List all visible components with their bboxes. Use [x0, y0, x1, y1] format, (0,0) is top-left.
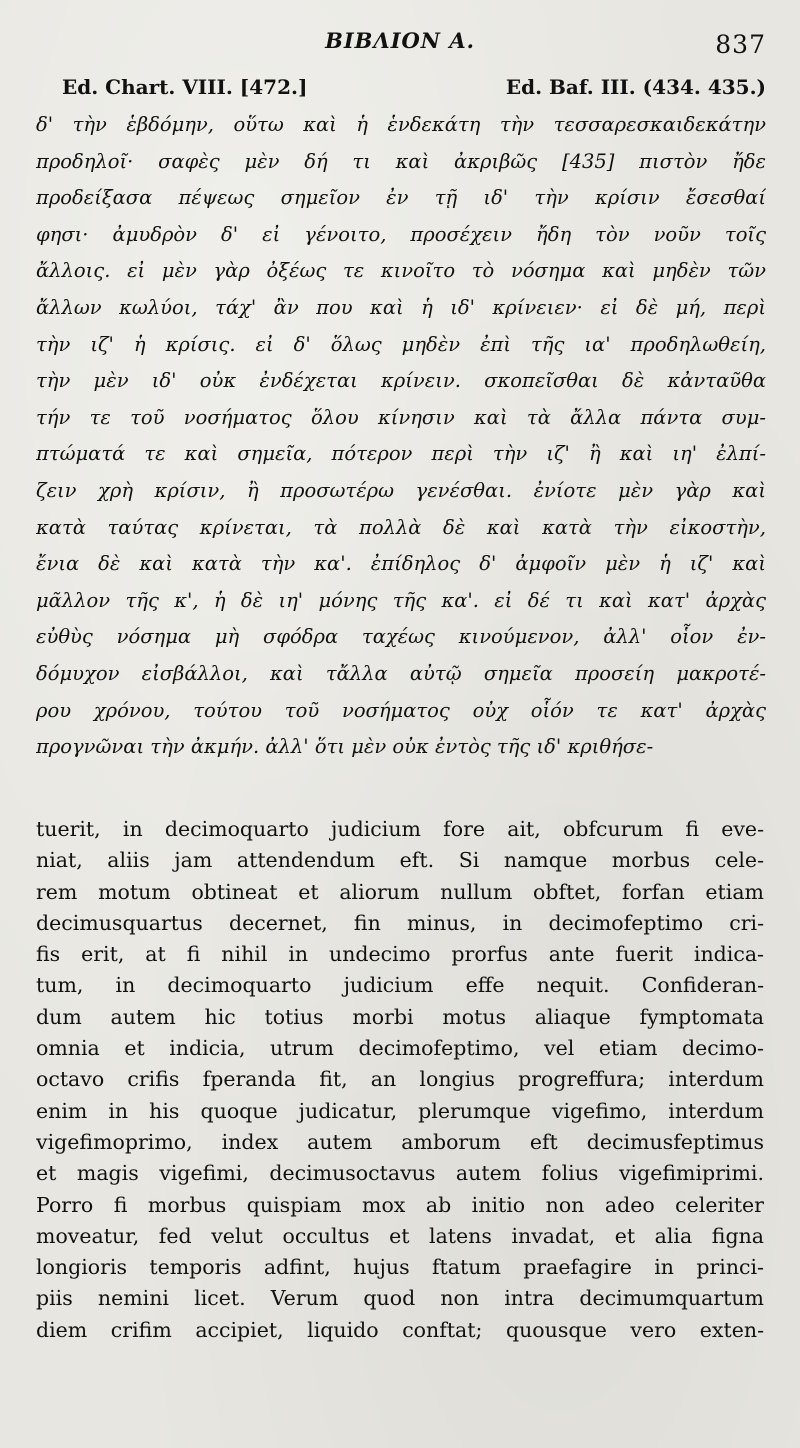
latin-line: piis nemini licet. Verum quod non intra decimumquartum: [36, 1286, 764, 1311]
greek-line: ἄλλων κωλύοι, τάχ' ἂν που καὶ ἡ ιδ' κρίνειεν· εἰ δὲ μή, περὶ: [36, 295, 766, 319]
latin-line: omnia et indicia, utrum decimofeptimo, vel etiam decimo-: [36, 1036, 764, 1061]
running-head: ΒΙΒΛΙΟΝ Α.: [325, 28, 475, 53]
greek-line: ζειν χρὴ κρίσιν, ἢ προσωτέρω γενέσθαι. ἐνίοτε μὲν γὰρ καὶ: [36, 478, 766, 502]
latin-text-block: [36, 814, 764, 1346]
latin-line: fis erit, at fi nihil in undecimo prorfus ante fuerit indica-: [36, 942, 764, 967]
greek-line: δ' τὴν ἑβδόμην, οὕτω καὶ ἡ ἑνδεκάτη τὴν τεσσαρεσκαιδεκάτην: [36, 113, 766, 136]
latin-line: enim in his quoque judicatur, plerumque vigefimo, interdum: [36, 1098, 764, 1123]
latin-line: tum, in decimoquarto judicium effe nequit. Confideran-: [36, 973, 764, 998]
latin-line: Porro fi morbus quispiam mox ab initio non adeo celeriter: [36, 1192, 764, 1217]
greek-line: ἄλλοις. εἰ μὲν γὰρ ὀξέως τε κινοῖτο τὸ νόσημα καὶ μηδὲν τῶν: [36, 259, 766, 283]
greek-line: εὐθὺς νόσημα μὴ σφόδρα ταχέως κινούμενον, ἀλλ' οἷον ἐν-: [36, 625, 766, 649]
greek-line: κατὰ ταύτας κρίνεται, τὰ πολλὰ δὲ καὶ κατὰ τὴν εἰκοστὴν,: [36, 515, 766, 539]
greek-line: δόμυχον εἰσβάλλοι, καὶ τἄλλα αὐτῷ σημεῖα προσείη μακροτέ-: [36, 661, 766, 685]
latin-line: longioris temporis adfint, hujus ftatum praefagire in princi-: [36, 1255, 764, 1280]
latin-line: dum autem hic totius morbi motus aliaque fymptomata: [36, 1004, 764, 1029]
greek-line: τὴν μὲν ιδ' οὐκ ἐνδέχεται κρίνειν. σκοπεῖσθαι δὲ κἀνταῦθα: [36, 369, 766, 393]
greek-line: προδηλοῖ· σαφὲς μὲν δή τι καὶ ἀκριβῶς [435] πιστὸν ἤδε: [36, 149, 766, 173]
greek-line: μᾶλλον τῆς κ', ἡ δὲ ιη' μόνης τῆς κα'. εἰ δέ τι καὶ κατ' ἀρχὰς: [36, 588, 766, 612]
greek-line: τὴν ιζ' ἡ κρίσις. εἰ δ' ὅλως μηδὲν ἐπὶ τῆς ια' προδηλωθείη,: [36, 332, 766, 356]
latin-line: rem motum obtineat et aliorum nullum obftet, forfan etiam: [36, 879, 764, 904]
latin-line: moveatur, fed velut occultus et latens invadat, et alia figna: [36, 1223, 764, 1248]
latin-line: tuerit, in decimoquarto judicium fore ait, obfcurum fi eve-: [36, 817, 764, 841]
greek-line: πτώματά τε καὶ σημεῖα, πότερον περὶ τὴν ιζ' ἢ καὶ ιη' ἐλπί-: [36, 442, 766, 466]
greek-line: προδείξασα πέψεως σημεῖον ἐν τῇ ιδ' τὴν κρίσιν ἔσεσθαί: [36, 186, 766, 210]
latin-line: vigefimoprimo, index autem amborum eft decimusfeptimus: [36, 1129, 764, 1154]
greek-text-block: [36, 107, 766, 766]
latin-line: niat, aliis jam attendendum eft. Si namque morbus cele-: [36, 848, 764, 873]
greek-line: φησι· ἀμυδρὸν δ' εἰ γένοιτο, προσέχειν ἤδη τὸν νοῦν τοῖς: [36, 222, 766, 246]
latin-line: et magis vigefimi, decimusoctavus autem folius vigefimiprimi.: [36, 1161, 764, 1186]
edition-chart-reference: Ed. Chart. VIII. [472.]: [62, 75, 308, 99]
latin-line: octavo crifis fperanda fit, an longius progreffura; interdum: [36, 1067, 764, 1092]
page-number: 837: [715, 30, 766, 59]
greek-line: ἔνια δὲ καὶ κατὰ τὴν κα'. ἐπίδηλος δ' ἀμφοῖν μὲν ἡ ιζ' καὶ: [36, 552, 766, 576]
greek-line: ρου χρόνου, τούτου τοῦ νοσήματος οὐχ οἷόν τε κατ' ἀρχὰς: [36, 698, 766, 722]
latin-line: decimusquartus decernet, fin minus, in decimofeptimo cri-: [36, 910, 764, 935]
edition-basel-reference: Ed. Baf. III. (434. 435.): [505, 75, 766, 99]
greek-line: τήν τε τοῦ νοσήματος ὅλου κίνησιν καὶ τὰ ἄλλα πάντα συμ-: [36, 405, 766, 429]
latin-line: diem crifim accipiet, liquido conftat; quousque vero exten-: [36, 1317, 764, 1342]
greek-line: προγνῶναι τὴν ἀκμήν. ἀλλ' ὅτι μὲν οὐκ ἐντὸς τῆς ιδ' κριθήσε-: [36, 735, 654, 759]
